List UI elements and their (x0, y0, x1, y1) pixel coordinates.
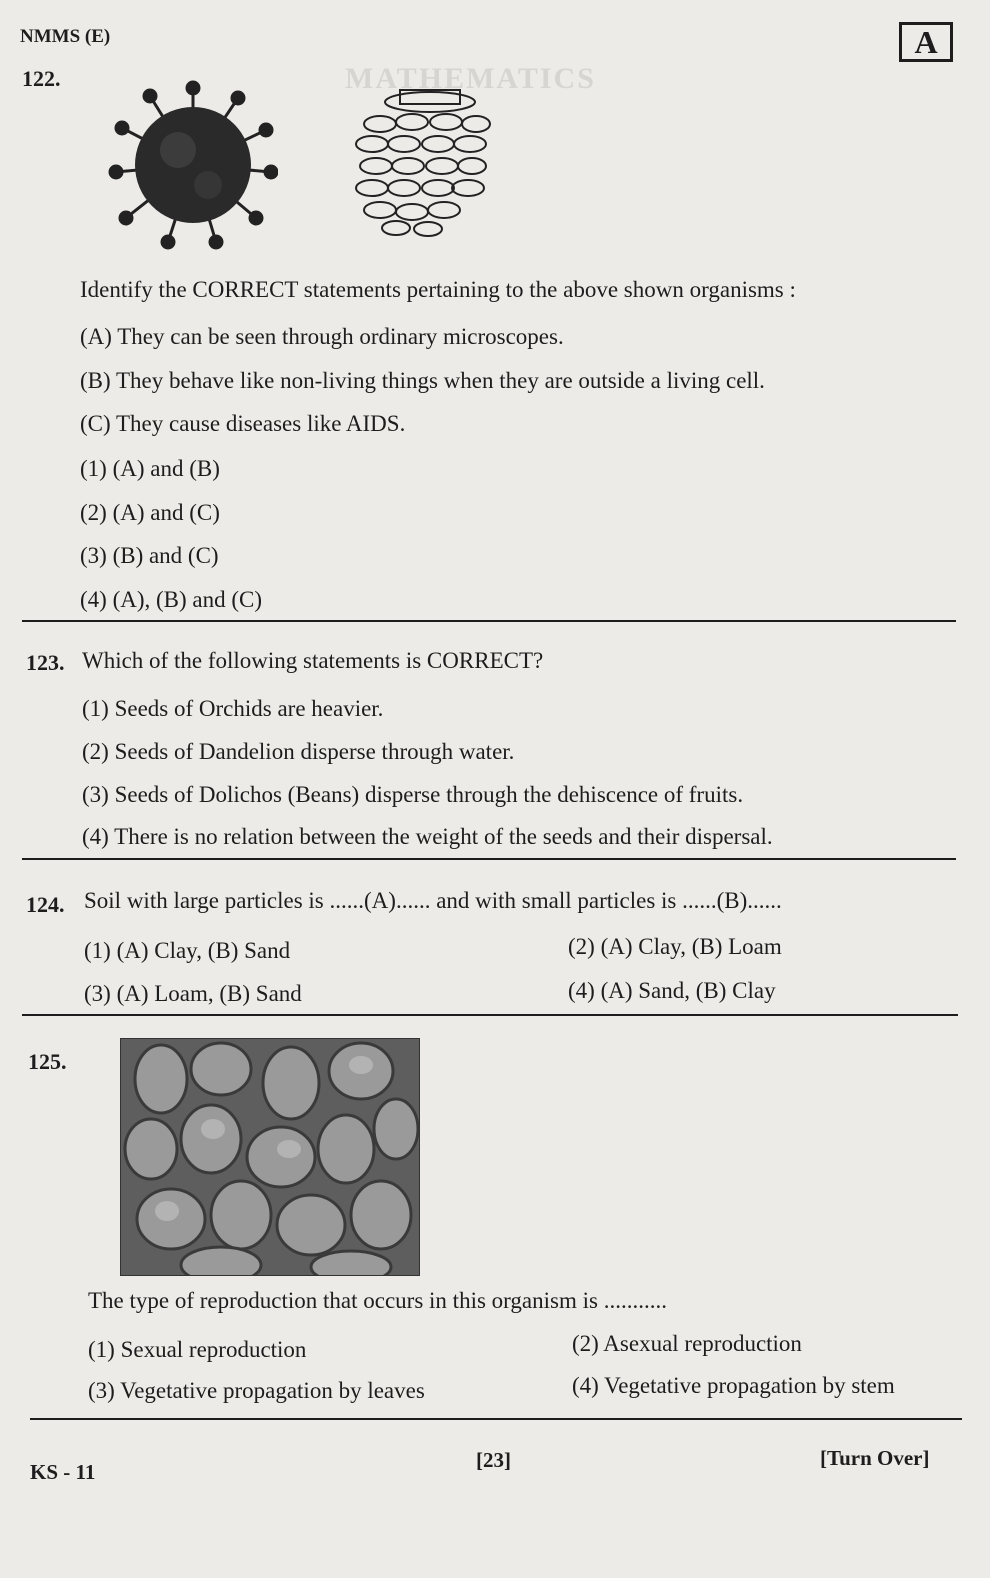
question-125-option-3: (3) Vegetative propagation by leaves (88, 1378, 425, 1403)
question-122-stem: Identify the CORRECT statements pertaining to the above shown organisms : (80, 277, 796, 302)
question-123-option-2: (2) Seeds of Dandelion disperse through water. (82, 739, 515, 764)
question-number-122: 122. (22, 66, 61, 91)
question-122-statement-a: (A) They can be seen through ordinary microscopes. (80, 324, 564, 349)
question-123-stem: Which of the following statements is CORRECT? (82, 648, 544, 673)
question-124-option-3: (3) (A) Loam, (B) Sand (84, 981, 302, 1006)
question-123-option-3: (3) Seeds of Dolichos (Beans) disperse through the dehiscence of fruits. (82, 782, 744, 807)
exam-code: NMMS (E) (20, 26, 111, 47)
question-122-option-2: (2) (A) and (C) (80, 500, 220, 525)
question-124-option-4: (4) (A) Sand, (B) Clay (568, 978, 776, 1003)
booklet-series-box: A (899, 22, 953, 62)
question-divider (22, 1014, 958, 1016)
question-124-stem: Soil with large particles is ......(A)...... and with small particles is ......(B)...... (84, 888, 782, 913)
question-number-125: 125. (28, 1049, 67, 1074)
question-125-stem: The type of reproduction that occurs in this organism is ........... (88, 1288, 667, 1313)
question-123-option-1: (1) Seeds of Orchids are heavier. (82, 696, 384, 721)
question-123-option-4: (4) There is no relation between the weight of the seeds and their dispersal. (82, 824, 773, 849)
question-122-statement-b: (B) They behave like non-living things when they are outside a living cell. (80, 368, 765, 393)
question-122-option-3: (3) (B) and (C) (80, 543, 219, 568)
phage-capsid-illustration (350, 84, 500, 239)
footer-code: KS - 11 (30, 1460, 96, 1484)
virus-illustration (108, 80, 278, 250)
question-124-option-1: (1) (A) Clay, (B) Sand (84, 938, 291, 963)
organism-micrograph (120, 1038, 420, 1276)
question-divider (22, 620, 956, 622)
question-122-option-4: (4) (A), (B) and (C) (80, 587, 263, 612)
question-122-statement-c: (C) They cause diseases like AIDS. (80, 411, 406, 436)
page-number: [23] (476, 1448, 511, 1472)
question-125-option-4: (4) Vegetative propagation by stem (572, 1373, 895, 1398)
question-124-option-2: (2) (A) Clay, (B) Loam (568, 934, 782, 959)
question-number-123: 123. (26, 650, 65, 675)
question-number-124: 124. (26, 892, 65, 917)
question-125-option-1: (1) Sexual reproduction (88, 1337, 307, 1362)
question-122-option-1: (1) (A) and (B) (80, 456, 220, 481)
question-125-option-2: (2) Asexual reproduction (572, 1331, 802, 1356)
question-divider (22, 858, 956, 860)
bleed-through-text: MATHEMATICS (345, 62, 596, 95)
question-divider (30, 1418, 962, 1420)
turn-over-note: [Turn Over] (820, 1446, 930, 1470)
